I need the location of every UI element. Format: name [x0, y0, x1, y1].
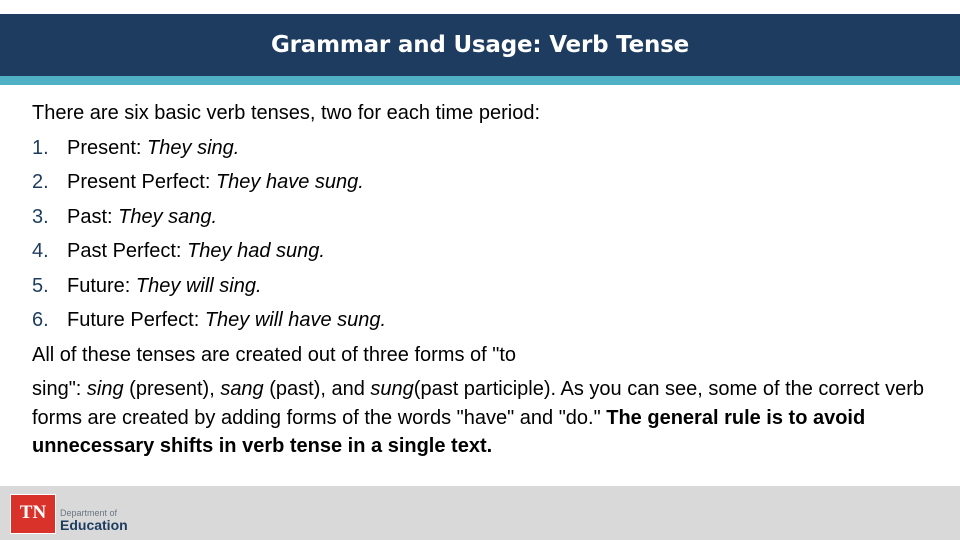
- tense-name: Past Perfect:: [67, 240, 188, 262]
- tense-name: Present:: [67, 136, 148, 159]
- tense-number: 1.: [32, 136, 49, 159]
- tense-number: 2.: [32, 171, 49, 193]
- tense-number: 3.: [32, 205, 49, 228]
- tense-item: [32, 269, 942, 304]
- form-sang: sang: [220, 378, 264, 400]
- logo-department-text: Department of: [60, 508, 118, 518]
- title-accent-stripe: [0, 76, 960, 85]
- tense-item: [32, 303, 942, 338]
- paragraph-text: (past), and: [263, 378, 371, 400]
- slide-content: [32, 96, 942, 461]
- tense-example: They have sung.: [215, 171, 364, 193]
- footer-bar: [0, 486, 960, 540]
- tn-logo-mark: TN: [10, 494, 56, 534]
- slide-title: Grammar and Usage: Verb Tense: [270, 32, 690, 58]
- form-sing: sing: [86, 378, 124, 400]
- form-sung: sung: [370, 378, 414, 400]
- tense-name: Present Perfect:: [67, 171, 216, 193]
- explanation-paragraph: [32, 375, 942, 461]
- tense-name: Future:: [67, 274, 136, 297]
- intro-text: There are six basic verb tenses, two for each time period:: [32, 102, 541, 124]
- paragraph-first-line: All of these tenses are created out of three forms of "to: [32, 343, 517, 366]
- tense-name: Future Perfect:: [67, 309, 205, 331]
- tense-item: [32, 200, 942, 235]
- tense-item: [32, 234, 942, 269]
- paragraph-text: (past participle). As you can see, some of the correct verb forms are created by adding forms of the words "have" and "do.": [32, 378, 925, 429]
- tense-item: [32, 165, 942, 200]
- tense-example: They will sing.: [135, 274, 262, 297]
- tense-number: 5.: [32, 274, 49, 297]
- tense-example: They sing.: [147, 136, 240, 159]
- tense-item: [32, 131, 942, 166]
- title-bar: [0, 14, 960, 76]
- tense-name: Past:: [67, 205, 119, 228]
- paragraph-text: sing":: [32, 378, 87, 400]
- tn-department-of-education-logo: [10, 494, 144, 534]
- tense-example: They will have sung.: [204, 309, 387, 331]
- logo-education-text: Education: [60, 517, 128, 533]
- tense-example: They sang.: [118, 205, 218, 228]
- general-rule: The general rule is to avoid unnecessary shifts in verb tense in a single text.: [32, 406, 866, 457]
- paragraph-text: (present),: [123, 378, 221, 400]
- tense-number: 4.: [32, 240, 49, 262]
- tense-number: 6.: [32, 309, 49, 331]
- tense-example: They had sung.: [187, 240, 325, 262]
